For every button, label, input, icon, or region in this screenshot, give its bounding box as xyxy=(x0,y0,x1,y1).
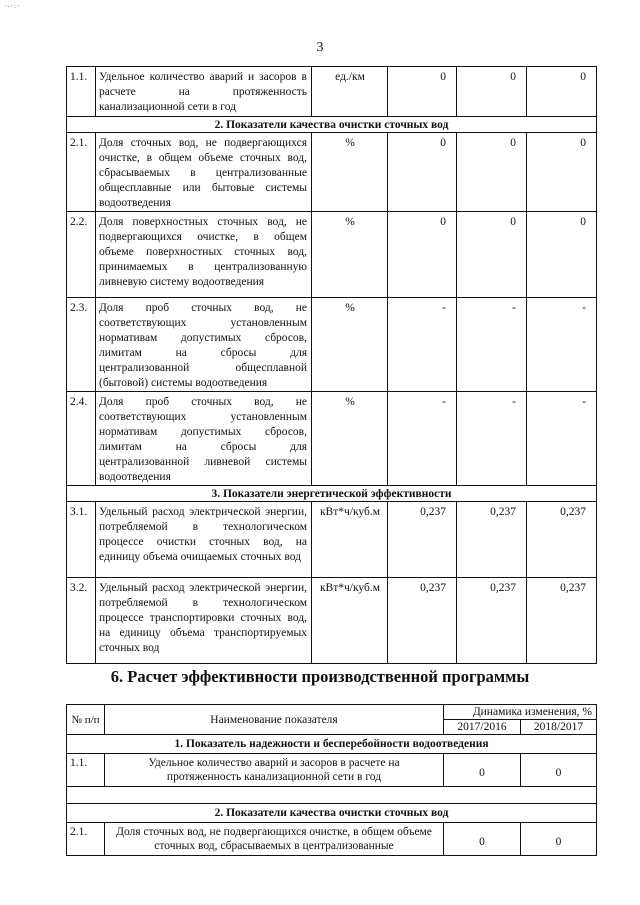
efficiency-row-name: Доля сточных вод, не подвергающихся очистке, в общем объеме сточных вод, сбрасываемых в централизованные xyxy=(105,823,444,856)
efficiency-table xyxy=(66,704,597,856)
indicators-table-body xyxy=(67,67,597,664)
row-num: 2.1. xyxy=(67,133,96,212)
row-num: 2.2. xyxy=(67,212,96,298)
row-value: - xyxy=(457,298,527,392)
row-value: 0 xyxy=(527,212,597,298)
efficiency-section-2: 2. Показатели качества очистки сточных вод xyxy=(67,804,597,823)
row-name: Доля проб сточных вод, не соответствующих установленным нормативам допустимых сбросов, лимитам на сбросы для централизованной ливневой системы водоотведения xyxy=(96,392,312,486)
scan-artifact: ·‑·:· xyxy=(4,2,21,10)
row-name: Удельное количество аварий и засоров в расчете на протяженность канализационной сети в год xyxy=(96,67,312,117)
efficiency-row xyxy=(67,754,597,787)
row-unit: % xyxy=(312,212,388,298)
row-value: - xyxy=(388,392,457,486)
row-name: Доля проб сточных вод, не соответствующих установленным нормативам допустимых сбросов, лимитам на сбросы для централизованной общесплавной (бытовой) системы водоотведения xyxy=(96,298,312,392)
row-num: 2.3. xyxy=(67,298,96,392)
indicator-row xyxy=(67,392,597,486)
row-value: 0,237 xyxy=(457,502,527,578)
efficiency-spacer-row xyxy=(67,787,597,804)
row-unit: кВт*ч/куб.м xyxy=(312,578,388,664)
row-value: - xyxy=(388,298,457,392)
row-name: Доля поверхностных сточных вод, не подвергающихся очистке, в общем объеме поверхностных сточных вод, принимаемых в централизованную ливневую систему водоотведения xyxy=(96,212,312,298)
row-value: - xyxy=(457,392,527,486)
efficiency-row-value: 0 xyxy=(444,823,521,856)
header-num: № п/п xyxy=(67,705,105,735)
row-value: 0,237 xyxy=(527,578,597,664)
row-value: 0 xyxy=(388,212,457,298)
indicator-row xyxy=(67,298,597,392)
row-value: 0 xyxy=(457,67,527,117)
indicators-table xyxy=(66,66,597,664)
header-name: Наименование показателя xyxy=(105,705,444,735)
header-dynamics: Динамика изменения, % xyxy=(444,705,597,720)
row-value: 0,237 xyxy=(457,578,527,664)
indicator-row xyxy=(67,212,597,298)
page-number: 3 xyxy=(316,40,324,55)
indicator-row xyxy=(67,502,597,578)
row-value: 0 xyxy=(457,212,527,298)
row-value: 0 xyxy=(527,67,597,117)
indicator-row xyxy=(67,67,597,117)
row-num: 2.4. xyxy=(67,392,96,486)
efficiency-row-name: Удельное количество аварий и засоров в расчете на протяженность канализационной сети в год xyxy=(105,754,444,787)
section-title: 3. Показатели энергетической эффективности xyxy=(67,486,597,502)
row-value: 0 xyxy=(527,133,597,212)
efficiency-section-row xyxy=(67,735,597,754)
indicator-row xyxy=(67,133,597,212)
efficiency-header-row xyxy=(67,705,597,720)
row-name: Доля сточных вод, не подвергающихся очистке, в общем объеме сточных вод, сбрасываемых в централизованные общесплавные или бытовые системы водоотведения xyxy=(96,133,312,212)
efficiency-section-1: 1. Показатель надежности и бесперебойности водоотведения xyxy=(67,735,597,754)
section-6-title: 6. Расчет эффективности производственной программы xyxy=(110,667,530,686)
indicator-row xyxy=(67,578,597,664)
row-value: 0,237 xyxy=(388,502,457,578)
efficiency-row-value: 0 xyxy=(521,754,597,787)
row-value: - xyxy=(527,392,597,486)
section-title: 2. Показатели качества очистки сточных вод xyxy=(67,117,597,133)
efficiency-spacer xyxy=(67,787,597,804)
row-value: 0 xyxy=(388,133,457,212)
row-name: Удельный расход электрической энергии, потребляемой в технологическом процессе транспортировки сточных вод, на единицу объема транспортируемых сточных вод xyxy=(96,578,312,664)
section-row xyxy=(67,117,597,133)
efficiency-section-row xyxy=(67,804,597,823)
row-num: 3.2. xyxy=(67,578,96,664)
efficiency-row-value: 0 xyxy=(444,754,521,787)
row-value: 0 xyxy=(457,133,527,212)
row-num: 1.1. xyxy=(67,67,96,117)
efficiency-row-num: 2.1. xyxy=(67,823,105,856)
row-unit: ед./км xyxy=(312,67,388,117)
efficiency-row-value: 0 xyxy=(521,823,597,856)
row-unit: % xyxy=(312,298,388,392)
header-period-1: 2017/2016 xyxy=(444,720,521,735)
row-num: 3.1. xyxy=(67,502,96,578)
row-unit: % xyxy=(312,133,388,212)
row-value: - xyxy=(527,298,597,392)
row-value: 0,237 xyxy=(388,578,457,664)
efficiency-row-num: 1.1. xyxy=(67,754,105,787)
row-value: 0 xyxy=(388,67,457,117)
section-row xyxy=(67,486,597,502)
row-value: 0,237 xyxy=(527,502,597,578)
row-unit: % xyxy=(312,392,388,486)
row-unit: кВт*ч/куб.м xyxy=(312,502,388,578)
efficiency-row xyxy=(67,823,597,856)
row-name: Удельный расход электрической энергии, потребляемой в технологическом процессе очистки сточных вод, на единицу объема очищаемых сточных вод xyxy=(96,502,312,578)
header-period-2: 2018/2017 xyxy=(521,720,597,735)
